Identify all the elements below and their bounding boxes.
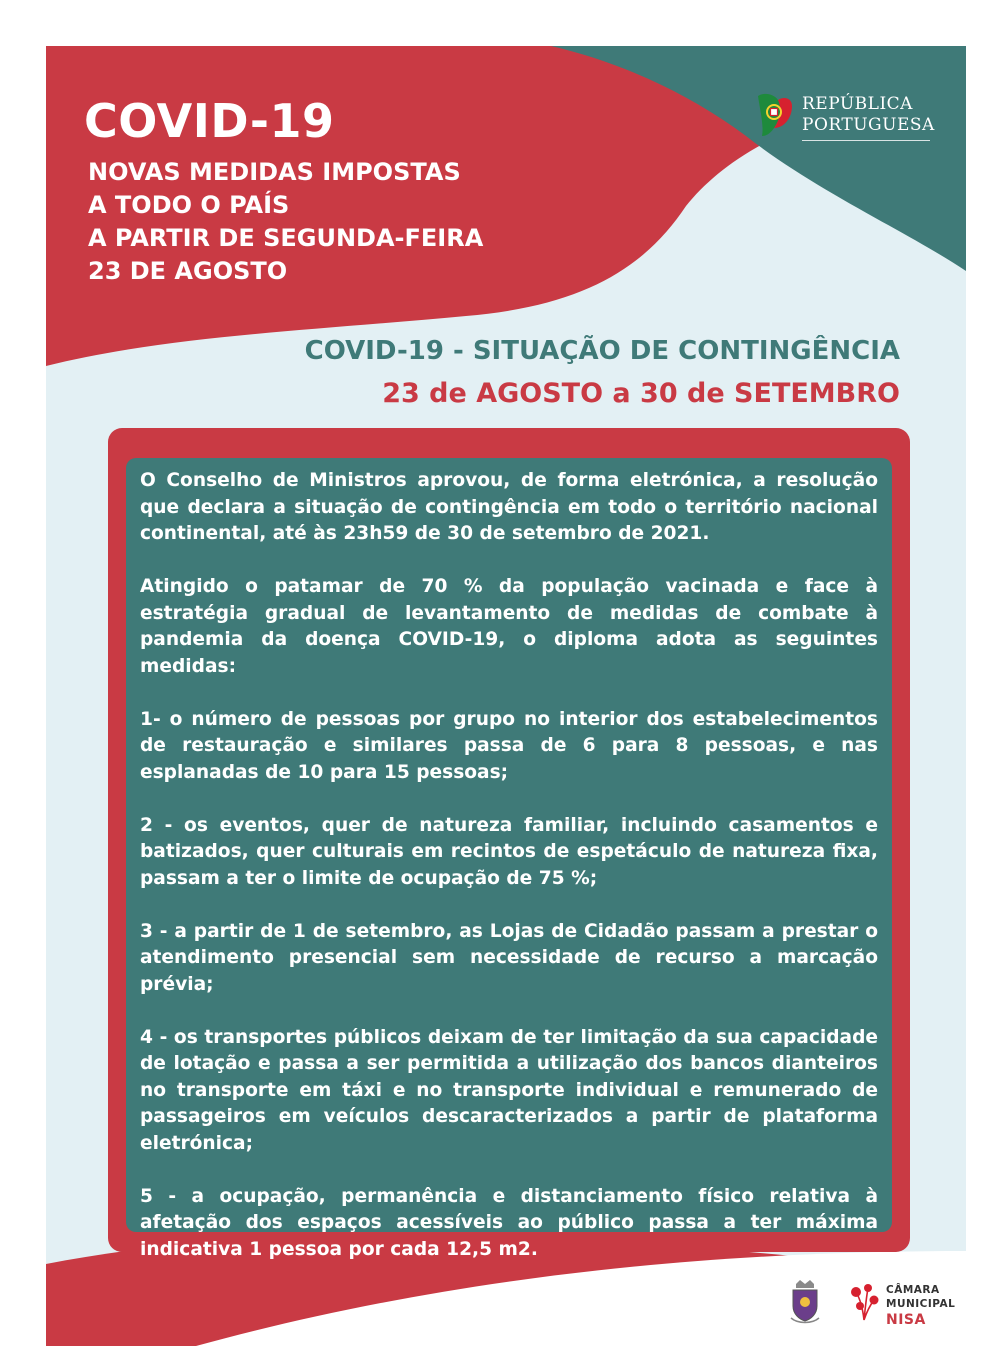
paragraph-intro: O Conselho de Ministros aprovou, de forma eletrónica, a resolução que declara a situação de contingência em todo o território nacional continental, até às 23h59 de 30 de setembro de 2021.: [140, 470, 878, 544]
headline-line-2: A TODO O PAÍS: [88, 191, 290, 219]
portuguese-flag-emblem-icon: [754, 90, 794, 138]
camara-label: CÂMARA: [886, 1284, 940, 1296]
main-title: COVID-19: [84, 94, 335, 148]
measure-5: 5 - a ocupação, permanência e distanciamento físico relativa à afetação dos espaços acessíveis ao público passa a ter máxima indicativa 1 pessoa por cada 12,5 m2.: [140, 1185, 878, 1260]
poster: [46, 46, 966, 1346]
measure-3: 3 - a partir de 1 de setembro, as Lojas de Cidadão passam a prestar o atendimento presencial sem necessidade de recurso a marcação prévia;: [140, 920, 878, 995]
paragraph-context: Atingido o patamar de 70 % da população vacinada e face à estratégia gradual de levantamento de medidas de combate à pandemia da doença COVID-19, o diploma adota as seguintes medidas:: [140, 576, 878, 677]
body-text: [140, 468, 878, 1263]
headline-line-1: NOVAS MEDIDAS IMPOSTAS: [88, 158, 461, 186]
municipal-label: MUNICIPAL: [886, 1298, 956, 1310]
subtitle-dates: 23 de AGOSTO a 30 de SETEMBRO: [382, 378, 900, 409]
subtitle-contingencia: COVID-19 - SITUAÇÃO DE CONTINGÊNCIA: [304, 336, 900, 366]
headline-line-4: 23 DE AGOSTO: [88, 257, 288, 285]
content-box: [126, 458, 892, 1260]
content-frame: [108, 428, 910, 1260]
republica-portuguesa-logo: [754, 90, 954, 150]
nisa-label: NISA: [886, 1312, 926, 1328]
measure-1: 1- o número de pessoas por grupo no interior dos estabelecimentos de restauração e similares passa de 6 para 8 pessoas, e nas esplanadas de 10 para 15 pessoas;: [140, 708, 878, 783]
headline-line-3: A PARTIR DE SEGUNDA-FEIRA: [88, 224, 484, 252]
camara-municipal-nisa-logo: [846, 1280, 956, 1328]
measure-4: 4 - os transportes públicos deixam de ter limitação da sua capacidade de lotação e passa a ser permitida a utilização dos bancos dianteiros no transporte em táxi e no transporte individual e remunerado de passageiros em veículos descaracterizados a partir de plataforma eletrónica;: [140, 1026, 878, 1154]
municipal-crest-icon: [788, 1278, 822, 1324]
republica-label: REPÚBLICA: [802, 94, 913, 114]
measure-2: 2 - os eventos, quer de natureza familiar, incluindo casamentos e batizados, quer culturais em recintos de espetáculo de natureza fixa, passam a ter o limite de ocupação de 75 %;: [140, 814, 878, 889]
portuguesa-label: PORTUGUESA: [802, 115, 935, 135]
nisa-flower-icon: [846, 1280, 882, 1322]
logo-underline: [802, 140, 930, 141]
